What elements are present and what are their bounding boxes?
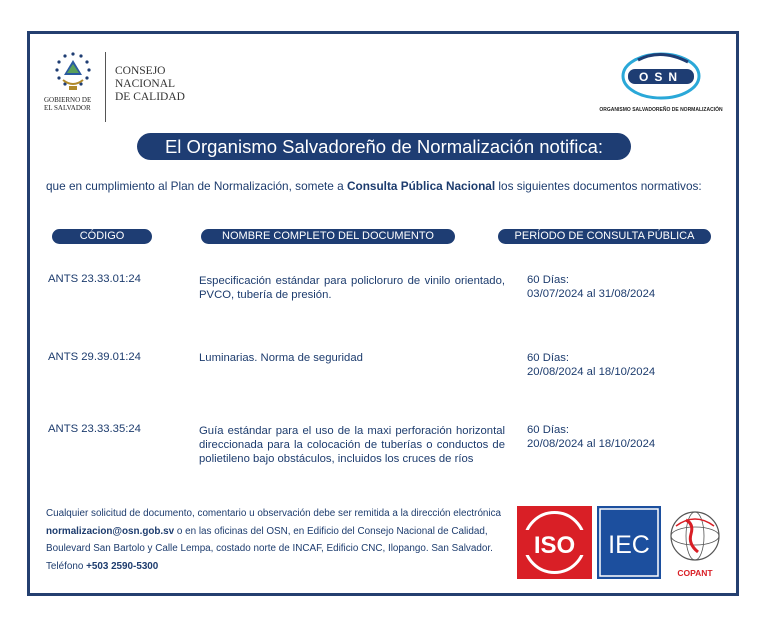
council-name <box>115 65 185 104</box>
coat-of-arms-icon <box>53 50 93 96</box>
row2-code: ANTS 29.39.01:24 <box>48 351 141 363</box>
row2-period <box>527 351 655 379</box>
row1-code: ANTS 23.33.01:24 <box>48 273 141 285</box>
council-line2: NACIONAL <box>115 78 176 90</box>
iso-logo <box>517 506 592 579</box>
row3-period <box>527 423 655 451</box>
row1-days: 60 Días: <box>527 274 570 286</box>
header-code-pill: CÓDIGO <box>52 229 152 244</box>
contact-footer <box>46 505 506 575</box>
osn-logo-icon <box>598 52 724 106</box>
copant-text: COPANT <box>677 568 713 578</box>
iec-logo <box>597 506 661 579</box>
row1-range: 03/07/2024 al 31/08/2024 <box>527 288 656 300</box>
footer-text2: o en las oficinas del OSN, en Edificio del Consejo Nacional de Calidad, Boulevard San Bartolo y Calle Lempa, costado norte de INCAF, Edificio CNC, Ilopango. San Salvador. Teléfono <box>46 525 493 572</box>
footer-email-link[interactable]: normalizacion@osn.gob.sv <box>46 525 175 537</box>
intro-text <box>46 179 722 193</box>
copant-logo <box>664 506 726 579</box>
government-logo-block <box>43 50 203 122</box>
osn-full-name: ORGANISMO SALVADOREÑO DE NORMALIZACIÓN <box>599 107 723 113</box>
gov-label-line1: GOBIERNO DE <box>44 96 92 104</box>
footer-text1: Cualquier solicitud de documento, comentario u observación debe ser remitida a la dirección electrónica <box>46 508 502 519</box>
row1-period <box>527 273 655 301</box>
intro-highlight: Consulta Pública Nacional <box>346 179 496 193</box>
header-period-pill: PERÍODO DE CONSULTA PÚBLICA <box>498 229 711 244</box>
iso-logo-icon <box>517 506 592 579</box>
notice-banner: El Organismo Salvadoreño de Normalización notifica: <box>137 133 631 160</box>
row2-name: Luminarias. Norma de seguridad <box>199 352 363 364</box>
row3-code: ANTS 23.33.35:24 <box>48 423 141 435</box>
council-line3: DE CALIDAD <box>115 91 185 103</box>
intro-text-before: que en cumplimiento al Plan de Normalización, somete a <box>46 179 347 193</box>
iso-text: ISO <box>533 532 576 559</box>
iec-logo-icon <box>597 506 661 579</box>
footer-phone: +503 2590-5300 <box>86 560 159 572</box>
row3-range: 20/08/2024 al 18/10/2024 <box>527 438 656 450</box>
row3-days: 60 Días: <box>527 424 570 436</box>
council-line1: CONSEJO <box>115 65 166 77</box>
osn-logo-text: OSN <box>638 70 684 84</box>
coat-of-arms-logo <box>43 50 103 122</box>
row3-name: Guía estándar para el uso de la maxi perforación horizontal direccionada para la colocación de tuberías o conductos de polietileno bajo obstáculos, incluidos los cruces de ríos <box>199 425 505 465</box>
copant-logo-icon <box>664 506 726 579</box>
logo-divider <box>105 52 106 122</box>
gov-label-line2: EL SALVADOR <box>44 104 91 112</box>
osn-logo <box>598 52 724 118</box>
header-name-pill: NOMBRE COMPLETO DEL DOCUMENTO <box>201 229 455 244</box>
row1-name: Especificación estándar para policloruro de vinilo orientado, PVCO, tubería de presión. <box>199 275 505 301</box>
row2-days: 60 Días: <box>527 352 570 364</box>
iec-text: IEC <box>608 531 650 559</box>
intro-text-after: los siguientes documentos normativos: <box>495 179 702 193</box>
row2-range: 20/08/2024 al 18/10/2024 <box>527 366 656 378</box>
